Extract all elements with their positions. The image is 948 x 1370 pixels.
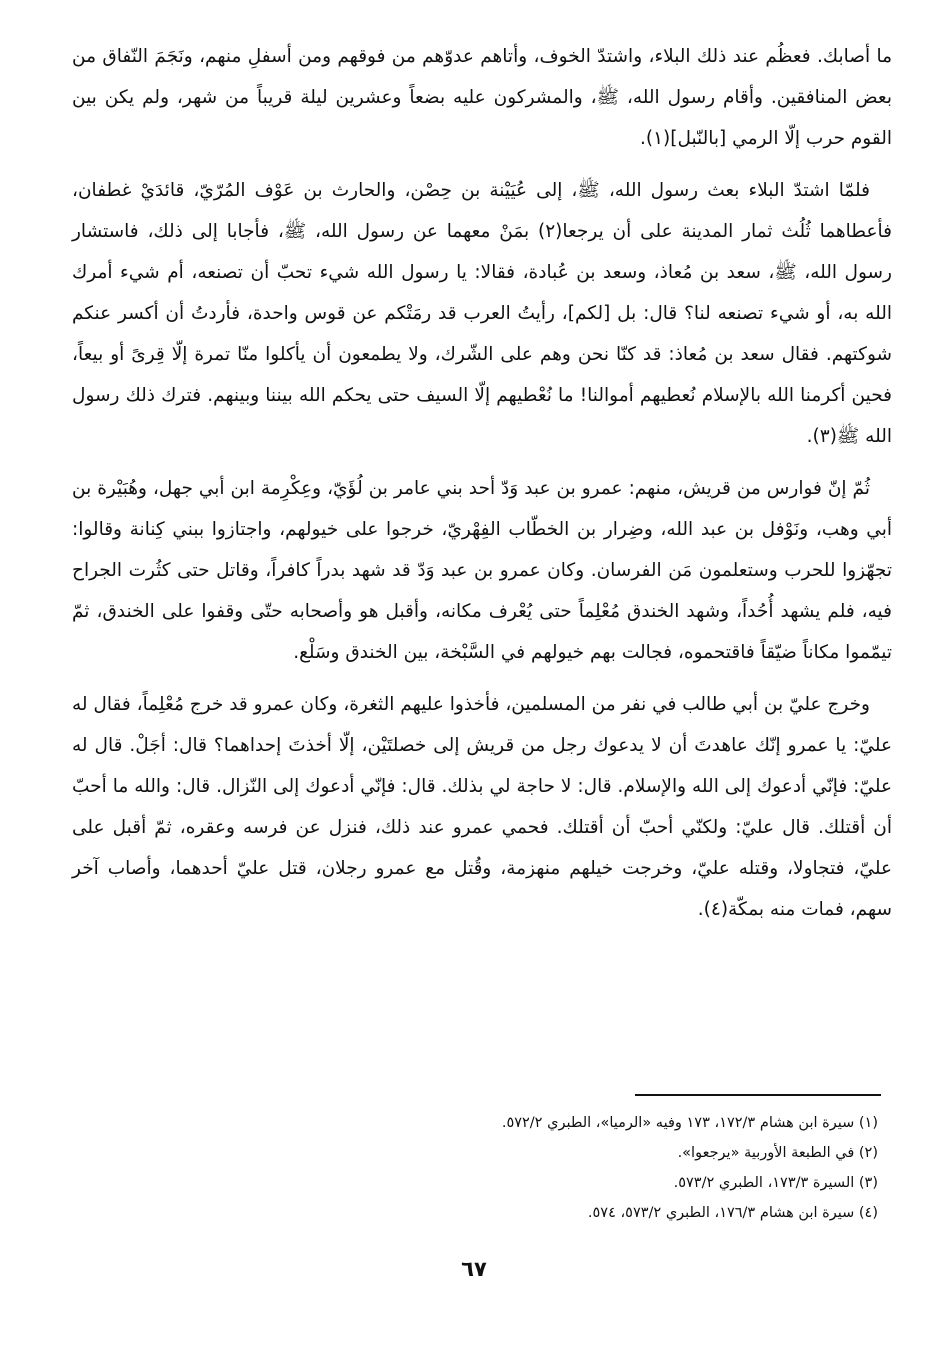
page-number: ٦٧ [461,1257,487,1281]
footnote-3: (٣) السيرة ١٧٣/٣، الطبري ٥٧٣/٢. [673,1175,878,1191]
paragraph-1: ما أصابك. فعظُم عند ذلك البلاء، واشتدّ الخوف، وأتاهم عدوّهم من فوقهم ومن أسفلِ منهم، ونَجَمَ النّفاق من بعض المنافقين. وأقام رسول الله، ﷺ، والمشركون عليه بضعاً وعشرين ليلة قريباً من شهر، ولم يكن بين القوم حرب إلّا الرمي [بالنّبل](١). [72,46,892,149]
footnote-divider [635,1094,881,1096]
footnote-4: (٤) سيرة ابن هشام ١٧٦/٣، الطبري ٥٧٣/٢، ٥٧٤. [587,1205,878,1221]
footnote-2: (٢) في الطبعة الأوربية «يرجعوا». [677,1145,878,1161]
footnote-1: (١) سيرة ابن هشام ١٧٢/٣، ١٧٣ وفيه «الرميا»، الطبري ٥٧٢/٢. [501,1115,878,1131]
paragraph-3: ثُمّ إنّ فوارس من قريش، منهم: عمرو بن عبد وَدّ أحد بني عامر بن لُؤَيّ، وعِكْرِمة ابن أبي جهل، وهُبَيْرة بن أبي وهب، ونَوْفل بن عبد الله، وضِرار بن الخطّاب الفِهْريّ، خرجوا على خيولهم، واجتازوا ببني كِنانة وقالوا: تجهّزوا للحرب وستعلمون مَن الفرسان. وكان عمرو بن عبد وَدّ قد شهد بدراً كافراً، وقاتل حتى كثُرت الجراح فيه، فلم يشهد أُحُداً، وشهد الخندق مُعْلِماً حتى يُعْرف مكانه، وأقبل هو وأصحابه حتّى وقفوا على الخندق، ثمّ تيمّموا مكاناً ضيّقاً فاقتحموه، فجالت بهم خيولهم في السَّبْخة، بين الخندق وسَلْع. [72,478,892,663]
page-body [72,36,892,941]
footnotes-list [178,1108,878,1228]
paragraph-2: فلمّا اشتدّ البلاء بعث رسول الله، ﷺ، إلى عُيَيْنة بن حِصْن، والحارث بن عَوْف المُرّيّ، قائدَيْ غطفان، فأعطاهما ثُلُث ثمار المدينة على أن يرجعا(٢) بمَنْ معهما عن رسول الله، ﷺ، فأجابا إلى ذلك، فاستشار رسول الله، ﷺ، سعد بن مُعاذ، وسعد بن عُبادة، فقالا: يا رسول الله شيء تحبّ أن تصنعه، أم شيء أمرك الله به، أو شيء تصنعه لنا؟ قال: بل [لكم]، رأيتُ العرب قد رمَتْكم عن قوس واحدة، فأردتُ أن أكسر عنكم شوكتهم. فقال سعد بن مُعاذ: قد كنّا نحن وهم على الشّرك، ولا يطمعون أن يأكلوا منّا تمرة إلّا قِرىً أو بيعاً، فحين أكرمنا الله بالإسلام نُعطيهم أموالنا! ما نُعْطيهم إلّا السيف حتى يحكم الله بيننا وبينهم. فترك ذلك رسول الله ﷺ(٣). [72,180,892,447]
paragraph-4: وخرج عليّ بن أبي طالب في نفر من المسلمين، فأخذوا عليهم الثغرة، وكان عمرو قد خرج مُعْلِماً، فقال له عليّ: يا عمرو إنّك عاهدتَ أن لا يدعوك رجل من قريش إلى خصلتَيْن، إلّا أخذتَ إحداهما؟ قال: أجَلْ. قال له عليّ: فإنّي أدعوك إلى الله والإسلام. قال: لا حاجة لي بذلك. قال: فإنّي أدعوك إلى النّزال. قال: والله ما أحبّ أن أقتلك. قال عليّ: ولكنّي أحبّ أن أقتلك. فحمي عمرو عند ذلك، فنزل عن فرسه وعقره، ثمّ أقبل على عليّ، فتجاولا، وقتله عليّ، وخرجت خيلهم منهزمة، وقُتل مع عمرو رجلان، قتل عليّ أحدهما، وأصاب آخر سهم، فمات منه بمكّة(٤). [72,694,892,920]
